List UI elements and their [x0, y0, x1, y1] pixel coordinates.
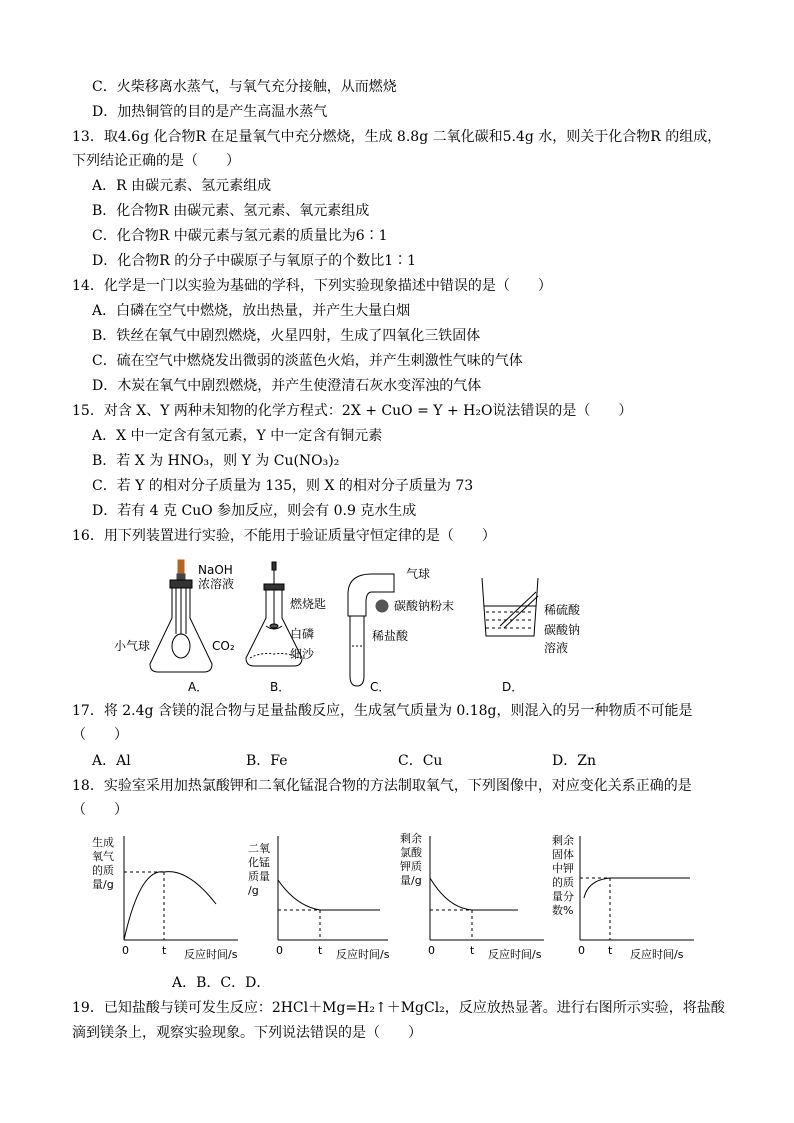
- q16-apparatus-figure: [110, 556, 630, 700]
- q18-graphs-figure: [88, 828, 708, 968]
- graph-c-ylabel-2: 氯酸: [400, 846, 422, 859]
- graph-d-ylabel-1: 剩余: [552, 834, 574, 847]
- graph-d: [580, 836, 694, 940]
- graph-d-origin: 0: [578, 944, 585, 957]
- graph-a-ylabel-3: 的质: [92, 864, 114, 877]
- q14-option-d: D．木炭在氧气中剧烈燃烧，并产生使澄清石灰水变浑浊的气体: [92, 378, 482, 394]
- graph-d-ylabel-5: 量分: [552, 890, 574, 903]
- graph-d-t: t: [608, 944, 613, 957]
- graph-b-ylabel-1: 二氧: [248, 842, 270, 855]
- q19-stem-cont: 滴到镁条上，观察实验现象。下列说法错误的是（ ）: [72, 1025, 422, 1041]
- graph-d-ylabel-2: 固体: [552, 848, 574, 861]
- label-balloon: 气球: [406, 567, 431, 581]
- q14-option-c: C．硫在空气中燃烧发出微弱的淡蓝色火焰，并产生刺激性气味的气体: [92, 353, 523, 369]
- q15-stem: 15．对含 X、Y 两种未知物的化学方程式：2X + CuO = Y + H₂O说法错误的是（ ）: [72, 403, 633, 419]
- q16-option-a: A．: [188, 680, 209, 694]
- graph-c-origin: 0: [428, 944, 435, 957]
- graph-b-origin: 0: [276, 944, 283, 957]
- graph-b-ylabel-3: 质量: [248, 870, 270, 883]
- label-dilute-h2so4: 稀硫酸: [544, 603, 581, 617]
- label-na2co3-solution: 碳酸钠: [544, 623, 581, 637]
- q13-stem: 13．取4.6g 化合物R 在足量氧气中充分燃烧，生成 8.8g 二氧化碳和5.4g 水，则关于化合物R 的组成，: [72, 129, 722, 145]
- q13-option-b: B．化合物R 由碳元素、氢元素、氧元素组成: [92, 203, 370, 219]
- q12-option-d: D．加热铜管的目的是产生高温水蒸气: [92, 104, 328, 120]
- graph-d-ylabel-3: 中钾: [552, 862, 574, 875]
- graph-c-xlabel: 反应时间/s: [488, 948, 542, 961]
- graph-a: [124, 836, 238, 940]
- q17-option-c: C．Cu: [398, 753, 443, 769]
- q17-stem-cont: （ ）: [72, 727, 128, 743]
- graph-a-xlabel: 反应时间/s: [184, 948, 238, 961]
- apparatus-d: [482, 578, 538, 636]
- graph-c-t: t: [470, 944, 475, 957]
- q16-option-c: C．: [370, 680, 391, 694]
- q15-option-a: A．X 中一定含有氢元素，Y 中一定含有铜元素: [92, 428, 383, 444]
- label-dilute-hcl: 稀盐酸: [372, 629, 409, 643]
- label-white-phosphorus: 白磷: [290, 627, 315, 641]
- q17-option-d: D．Zn: [552, 753, 596, 769]
- label-naoh: NaOH: [198, 563, 233, 577]
- q16-stem: 16．用下列装置进行实验，不能用于验证质量守恒定律的是（ ）: [72, 528, 496, 544]
- label-na2co3-powder: 碳酸钠粉末: [394, 599, 455, 613]
- graph-b-xlabel: 反应时间/s: [336, 948, 390, 961]
- graph-d-xlabel: 反应时间/s: [630, 948, 684, 961]
- label-co2: CO₂: [212, 639, 235, 653]
- q17-option-a: A．Al: [92, 753, 131, 769]
- graph-a-ylabel-2: 氧气: [92, 850, 114, 863]
- label-naoh-solution: 浓溶液: [198, 577, 235, 591]
- graph-a-ylabel-1: 生成: [92, 836, 114, 849]
- q18-stem: 18．实验室采用加热氯酸钾和二氧化锰混合物的方法制取氧气，下列图像中，对应变化关系正确的是: [72, 778, 692, 794]
- graph-a-t: t: [162, 944, 167, 957]
- graph-b-ylabel-4: /g: [248, 884, 259, 897]
- graph-c-ylabel-1: 剩余: [400, 832, 422, 845]
- q14-option-a: A．白磷在空气中燃烧，放出热量，并产生大量白烟: [92, 303, 411, 319]
- q14-stem: 14．化学是一门以实验为基础的学科，下列实验现象描述中错误的是（ ）: [72, 278, 552, 294]
- q18-options: A．B．C．D．: [172, 975, 271, 991]
- graph-b-t: t: [318, 944, 323, 957]
- graph-c-ylabel-4: 量/g: [400, 874, 422, 887]
- q17-option-b: B．Fe: [246, 753, 288, 769]
- q14-option-b: B．铁丝在氧气中剧烈燃烧，火星四射，生成了四氧化三铁固体: [92, 328, 481, 344]
- q13-option-d: D．化合物R 的分子中碳原子与氧原子的个数比1∶1: [92, 253, 417, 269]
- q15-option-b: B．若 X 为 HNO₃，则 Y 为 Cu(NO₃)₂: [92, 453, 340, 469]
- q13-option-a: A．R 由碳元素、氢元素组成: [92, 178, 272, 194]
- label-combustion-spoon: 燃烧匙: [290, 597, 327, 611]
- label-solution: 溶液: [544, 641, 569, 655]
- graph-a-ylabel-4: 量/g: [92, 878, 114, 891]
- graph-d-ylabel-6: 数%: [552, 904, 574, 917]
- graph-c: [430, 836, 544, 940]
- q13-stem-cont: 下列结论正确的是（ ）: [72, 153, 240, 169]
- graph-c-ylabel-3: 钾质: [400, 860, 422, 873]
- q15-option-d: D．若有 4 克 CuO 参加反应，则会有 0.9 克水生成: [92, 503, 417, 519]
- q13-option-c: C．化合物R 中碳元素与氢元素的质量比为6∶1: [92, 228, 388, 244]
- label-small-balloon: 小气球: [114, 639, 151, 653]
- q16-option-b: B．: [270, 680, 291, 694]
- q12-option-c: C．火柴移离水蒸气，与氧气充分接触，从而燃烧: [92, 79, 397, 95]
- q18-stem-cont: （ ）: [72, 802, 128, 818]
- graph-d-ylabel-4: 的质: [552, 876, 574, 889]
- graph-b-ylabel-2: 化锰: [248, 856, 270, 869]
- graph-b: [278, 836, 388, 940]
- graph-a-origin: 0: [122, 944, 129, 957]
- q16-option-d: D．: [502, 680, 524, 694]
- label-fine-sand: 细沙: [290, 647, 315, 661]
- q19-stem: 19．已知盐酸与镁可发生反应：2HCl＋Mg=H₂↑＋MgCl₂，反应放热显著。进行右图所示实验，将盐酸: [72, 1000, 725, 1016]
- q17-stem: 17．将 2.4g 含镁的混合物与足量盐酸反应，生成氢气质量为 0.18g，则混入的另一种物质不可能是: [72, 703, 693, 719]
- q15-option-c: C．若 Y 的相对分子质量为 135，则 X 的相对分子质量为 73: [92, 478, 474, 494]
